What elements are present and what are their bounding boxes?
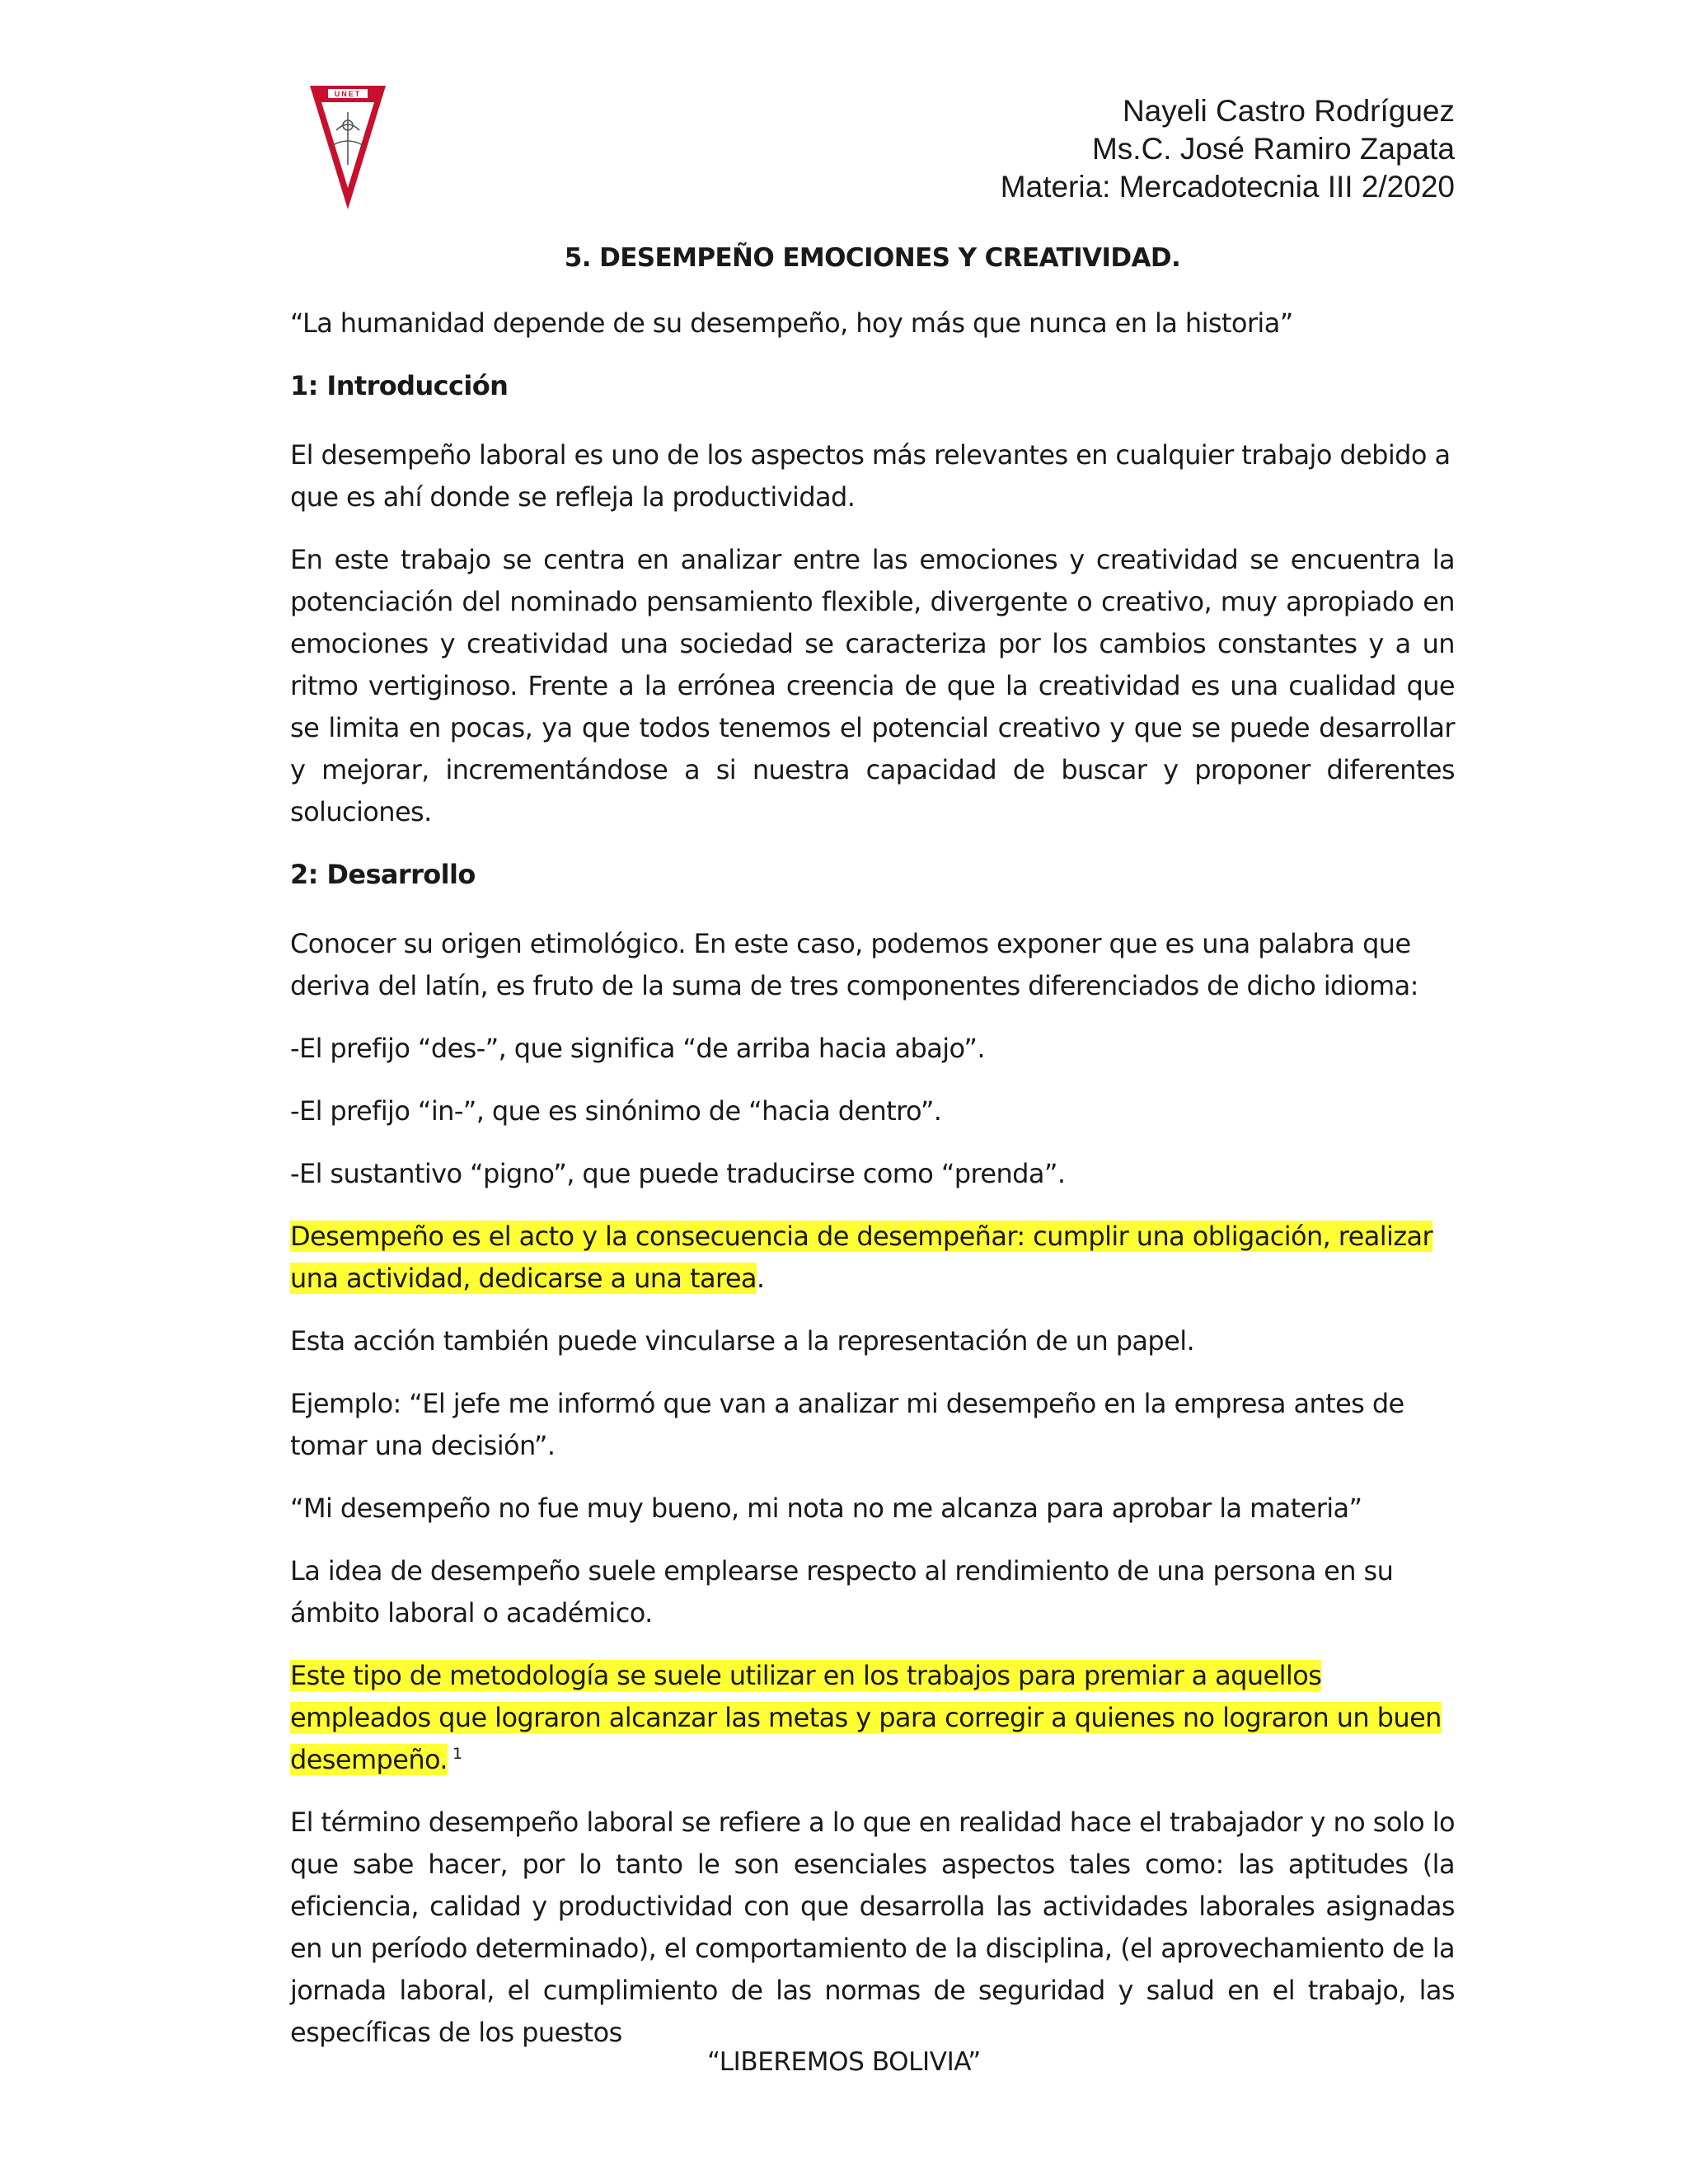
development-heading: 2: Desarrollo <box>290 859 476 890</box>
university-logo <box>307 79 389 213</box>
action-paragraph: Esta acción también puede vincularse a la representación de un papel. <box>290 1325 1195 1357</box>
logo-text: UNET <box>334 90 362 98</box>
quote-paragraph: “Mi desempeño no fue muy bueno, mi nota no me alcanza para aprobar la materia” <box>290 1493 1362 1524</box>
etymology-item: -El prefijo “in-”, que es sinónimo de “hacia dentro”. <box>290 1095 942 1127</box>
highlight-text-2: Este tipo de metodología se suele utilizar en los trabajos para premiar a aquellos empleados que lograron alcanzar las metas y para corregir a quienes no lograron un buen desempeño. <box>290 1660 1442 1775</box>
development-paragraph-1: Conocer su origen etimológico. En este caso, podemos exponer que es una palabra que deriva del latín, es fruto de la suma de tres componentes diferenciados de dicho idioma: <box>290 928 1418 1001</box>
labor-performance-paragraph: El término desempeño laboral se refiere a lo que en realidad hace el trabajador y no solo lo que sabe hacer, por lo tanto le son esenciales aspectos tales como: las aptitudes (la eficiencia, calidad y productividad con que desarrolla las actividades laborales asignadas en un período determinado), el comportamiento de la disciplina, (el aprovechamiento de la jornada laboral, el cumplimiento de las normas de seguridad y salud en el trabajo, las específicas de los puestos <box>290 1807 1455 2048</box>
highlight-1-period: . <box>756 1263 765 1294</box>
intro-paragraph-1: El desempeño laboral es uno de los aspectos más relevantes en cualquier trabajo debido a que es ahí donde se refleja la productividad. <box>290 439 1451 513</box>
subject-line: Materia: Mercadotecnia III 2/2020 <box>1000 170 1455 204</box>
example-paragraph: Ejemplo: “El jefe me informó que van a analizar mi desempeño en la empresa antes de tomar una decisión”. <box>290 1388 1404 1461</box>
document-header <box>1001 92 1455 206</box>
highlight-text-1: Desempeño es el acto y la consecuencia de desempeñar: cumplir una obligación, realizar una actividad, dedicarse a una tarea <box>290 1221 1433 1294</box>
etymology-item: -El sustantivo “pigno”, que puede traducirse como “prenda”. <box>290 1158 1066 1189</box>
teacher-name: Ms.C. José Ramiro Zapata <box>1091 132 1455 166</box>
opening-quote: “La humanidad depende de su desempeño, hoy más que nunca en la historia” <box>290 307 1293 339</box>
intro-paragraph-2: En este trabajo se centra en analizar entre las emociones y creatividad se encuentra la potenciación del nominado pensamiento flexible, divergente o creativo, muy apropiado en emociones y creatividad una sociedad se caracteriza por los cambios constantes y a un ritmo vertiginoso. Frente a la errónea creencia de que la creatividad es una cualidad que se limita en pocas, ya que todos tenemos el potencial creativo y que se puede desarrollar y mejorar, incrementándose a si nuestra capacidad de buscar y proponer diferentes soluciones. <box>290 544 1455 827</box>
idea-paragraph: La idea de desempeño suele emplearse respecto al rendimiento de una persona en su ámbito laboral o académico. <box>290 1555 1394 1629</box>
author-name: Nayeli Castro Rodríguez <box>1122 94 1455 128</box>
footnote-reference[interactable]: 1 <box>452 1745 462 1764</box>
intro-heading: 1: Introducción <box>290 370 509 401</box>
highlighted-definition <box>290 1216 1455 1300</box>
highlighted-methodology <box>290 1655 1455 1781</box>
document-title: 5. DESEMPEÑO EMOCIONES Y CREATIVIDAD. <box>564 243 1181 273</box>
etymology-item: -El prefijo “des-”, que significa “de arriba hacia abajo”. <box>290 1033 985 1064</box>
document-body <box>290 237 1455 2074</box>
page-footer: “LIBEREMOS BOLIVIA” <box>707 2047 981 2077</box>
